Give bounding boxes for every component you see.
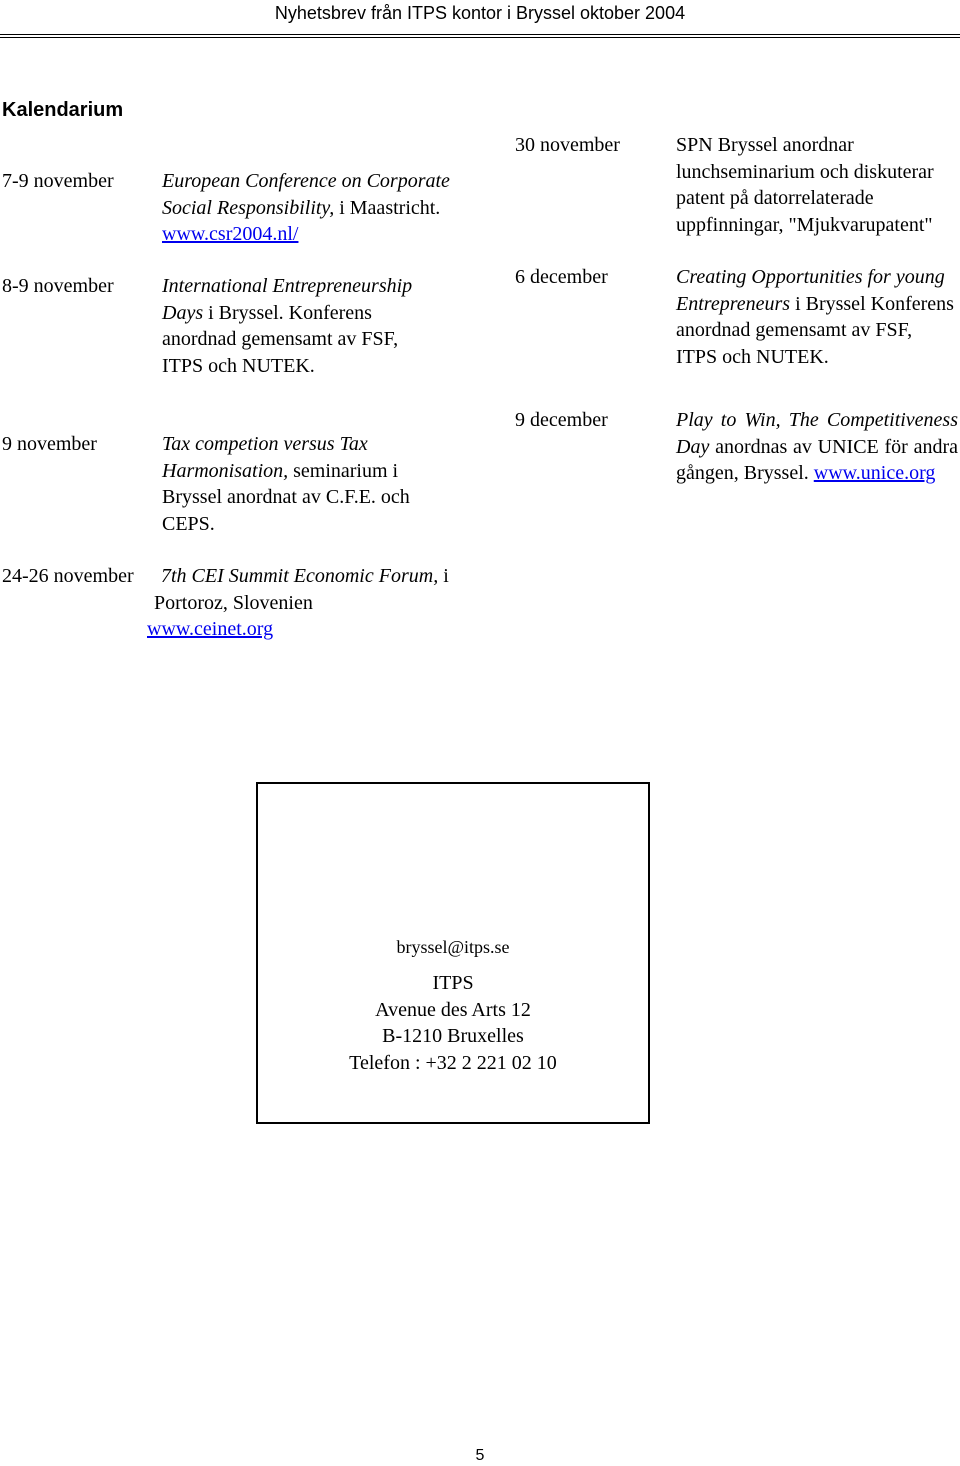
event-text: i Bryssel Konferens anordnad gemensamt av FSF, ITPS och NUTEK. — [676, 292, 954, 368]
header-rule-bottom — [0, 37, 960, 38]
event-date: 30 november — [515, 134, 620, 156]
event-description — [147, 563, 454, 643]
event-title: 7th CEI Summit Economic Forum, — [161, 565, 439, 587]
event-description — [162, 273, 432, 379]
event-title: Creating Opportunities for young Entrepreneurs — [676, 266, 945, 315]
event-date: 9 november — [2, 433, 97, 455]
event-text: i Maastricht. — [334, 196, 441, 219]
page-number: 5 — [475, 1447, 485, 1464]
section-heading: Kalendarium — [2, 99, 124, 121]
event-date: 7-9 november — [2, 170, 114, 192]
contact-address — [258, 970, 648, 1076]
event-date: 24-26 november — [2, 565, 134, 587]
event-text: anordnas av UNICE för andra gången, Bryssel. — [676, 435, 958, 484]
event-description — [162, 431, 447, 537]
event-description — [162, 168, 452, 248]
contact-phone: Telefon : +32 2 221 02 10 — [349, 1051, 557, 1074]
event-link[interactable]: www.csr2004.nl/ — [162, 223, 299, 245]
header-rule-top — [0, 34, 960, 35]
event-description — [676, 132, 956, 238]
contact-city: B-1210 Bruxelles — [382, 1025, 524, 1047]
event-link[interactable]: www.ceinet.org — [147, 618, 274, 640]
event-date: 9 december — [515, 409, 608, 431]
event-date: 6 december — [515, 266, 608, 288]
contact-email[interactable]: bryssel@itps.se — [396, 937, 510, 957]
event-description — [676, 264, 958, 370]
event-description — [676, 407, 958, 487]
contact-org: ITPS — [432, 972, 474, 994]
event-title: International Entrepreneurship Days — [162, 275, 413, 324]
event-date: 8-9 november — [2, 275, 114, 297]
event-link[interactable]: www.unice.org — [813, 462, 936, 484]
event-text: seminarium i Bryssel anordnat av C.F.E. och CEPS. — [162, 459, 410, 535]
event-title: Play to Win, The Competitiveness Day — [676, 409, 958, 458]
event-title: Tax competion versus Tax Harmonisation, — [162, 433, 368, 482]
contact-box — [256, 782, 650, 1124]
event-text: i Bryssel. Konferens anordnad gemensamt av FSF, ITPS och NUTEK. — [162, 301, 399, 377]
page-header: Nyhetsbrev från ITPS kontor i Bryssel oktober 2004 — [274, 3, 686, 23]
event-text: SPN Bryssel anordnar lunchseminarium och diskuterar patent på datorrelaterade uppfinningar, "Mjukvarupatent" — [676, 134, 934, 236]
contact-street: Avenue des Arts 12 — [375, 998, 531, 1021]
event-title: European Conference on Corporate Social Responsibility, — [162, 170, 450, 219]
event-text: i Portoroz, Slovenien — [154, 565, 449, 614]
